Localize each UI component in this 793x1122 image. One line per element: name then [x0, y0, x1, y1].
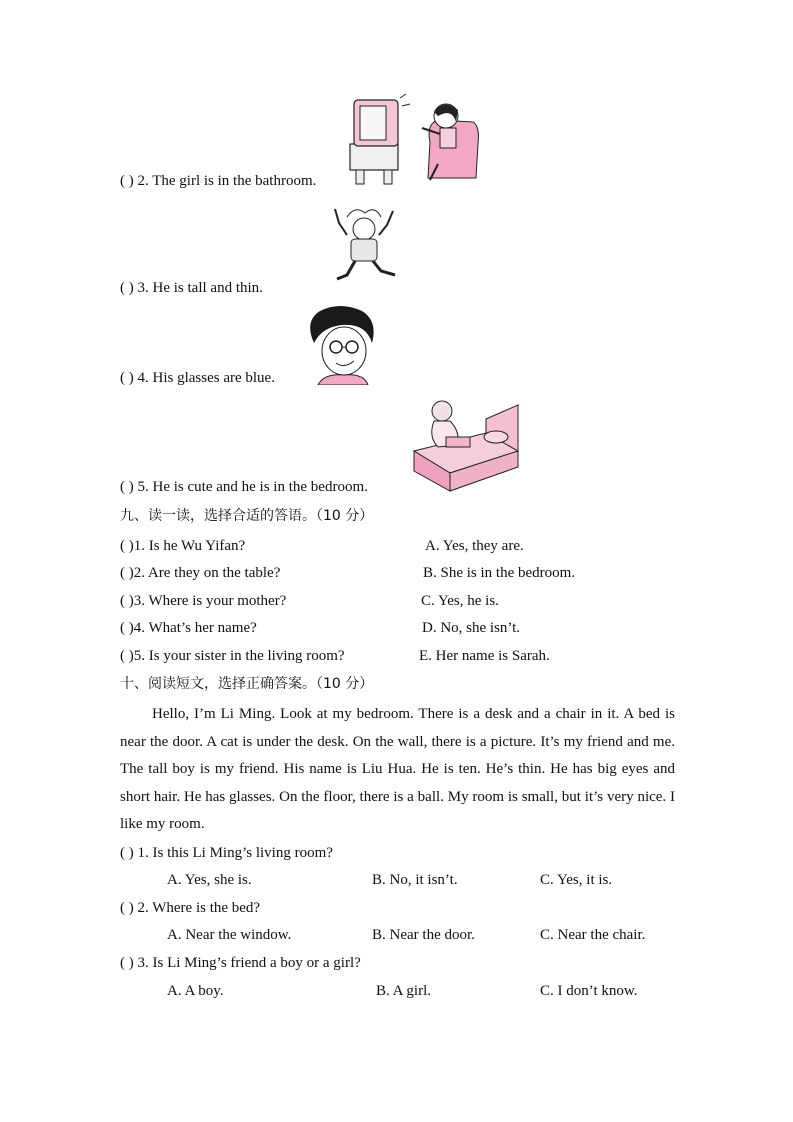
reading-passage: Hello, I’m Li Ming. Look at my bedroom. There is a desk and a chair in it. A bed is near the door. A cat is under the desk. On the wall, there is a picture. It’s my friend and me. The tall boy is my friend. His name is Liu Hua. He is ten. He’s thin. He has big eyes and short hair. He has glasses. On the floor, there is a ball. My room is small, but it’s very nice. I like my room.	[120, 706, 675, 833]
question-text: 4. What’s her name?	[133, 620, 257, 636]
judge-item-5	[120, 478, 368, 496]
section-9-answer-e: E. Her name is Sarah.	[419, 648, 550, 664]
stretching-boy-illustration	[325, 205, 405, 287]
question-text: 1. Is this Li Ming’s living room?	[137, 845, 333, 861]
question-text: 3. Is Li Ming’s friend a boy or a girl?	[137, 955, 361, 971]
answer-bracket: ( )	[120, 593, 134, 609]
statement: 4. His glasses are blue.	[137, 370, 275, 386]
answer-bracket: ( )	[120, 565, 134, 581]
judge-item-3	[120, 279, 263, 297]
answer-bracket: ( )	[120, 280, 134, 296]
option-c: C. Yes, it is.	[540, 872, 613, 888]
baby-on-bed-illustration	[410, 393, 522, 493]
section-9-question-1	[120, 537, 245, 555]
answer-bracket: ( )	[120, 538, 134, 554]
answer-bracket: ( )	[120, 900, 134, 916]
option-b: B. No, it isn’t.	[372, 872, 458, 888]
option-c: C. Near the chair.	[540, 927, 646, 943]
statement: 5. He is cute and he is in the bedroom.	[137, 479, 368, 495]
option-c: C. I don’t know.	[540, 983, 638, 999]
section-10-question-2	[120, 899, 260, 917]
option-a: A. Yes, she is.	[167, 872, 252, 888]
boy-with-glasses-illustration	[302, 303, 380, 385]
section-10-title: 十、阅读短文，选择正确答案。（10 分）	[120, 676, 374, 692]
option-b: B. Near the door.	[372, 927, 475, 943]
question-text: 5. Is your sister in the living room?	[133, 648, 345, 664]
answer-bracket: ( )	[120, 955, 134, 971]
question-text: 3. Where is your mother?	[133, 593, 287, 609]
answer-bracket: ( )	[120, 173, 134, 189]
option-b: B. A girl.	[376, 983, 432, 999]
answer-bracket: ( )	[120, 479, 134, 495]
tv-girl-illustration	[348, 94, 483, 186]
section-10-question-1	[120, 844, 333, 862]
judge-item-4	[120, 369, 275, 387]
section-9-question-4	[120, 619, 257, 637]
section-9-question-3	[120, 592, 286, 610]
section-9-answer-d: D. No, she isn’t.	[422, 620, 521, 636]
section-10-question-3	[120, 954, 361, 972]
option-a: A. Near the window.	[167, 927, 292, 943]
question-text: 2. Are they on the table?	[133, 565, 281, 581]
question-text: 2. Where is the bed?	[137, 900, 261, 916]
section-9-answer-a: A. Yes, they are.	[425, 538, 524, 554]
judge-item-2	[120, 172, 316, 190]
answer-bracket: ( )	[120, 370, 134, 386]
question-text: 1. Is he Wu Yifan?	[133, 538, 246, 554]
statement: 3. He is tall and thin.	[137, 280, 263, 296]
statement: 2. The girl is in the bathroom.	[137, 173, 317, 189]
section-9-title: 九、读一读，选择合适的答语。（10 分）	[120, 508, 374, 524]
option-a: A. A boy.	[167, 983, 224, 999]
section-9-question-2	[120, 564, 280, 582]
answer-bracket: ( )	[120, 620, 134, 636]
answer-bracket: ( )	[120, 845, 134, 861]
section-9-question-5	[120, 647, 345, 665]
section-9-answer-c: C. Yes, he is.	[421, 593, 499, 609]
answer-bracket: ( )	[120, 648, 134, 664]
section-9-answer-b: B. She is in the bedroom.	[423, 565, 576, 581]
